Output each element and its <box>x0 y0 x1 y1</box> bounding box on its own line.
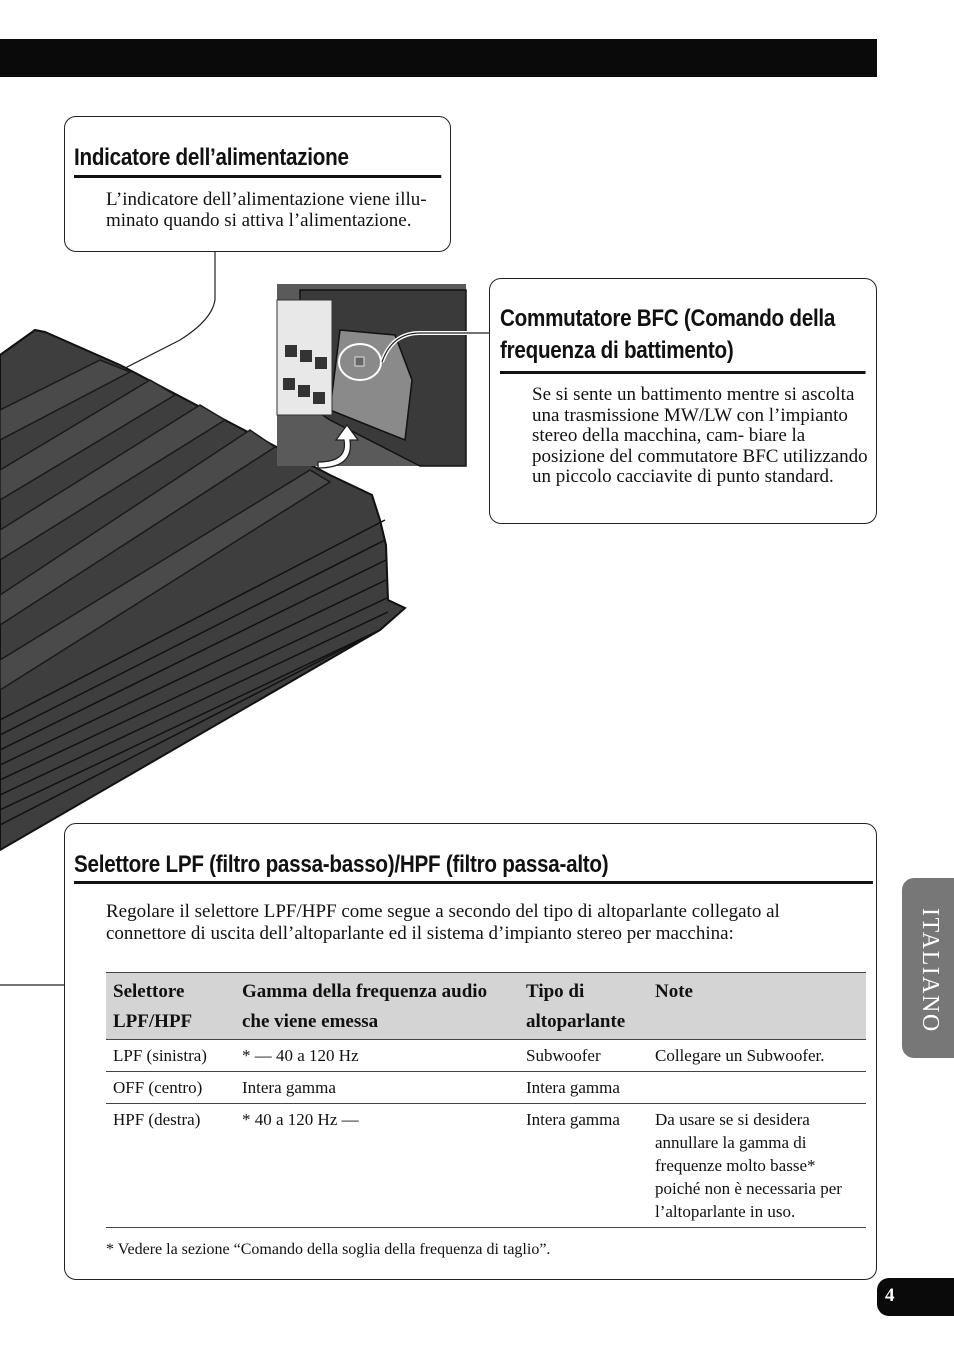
table-header: Tipo di altoparlante <box>519 973 648 1040</box>
table-cell: LPF (sinistra) <box>106 1040 235 1072</box>
table-cell: * — 40 a 120 Hz <box>235 1040 519 1072</box>
bfc-switch-title: Commutatore BFC (Comando della frequenza di battimento) <box>500 303 866 374</box>
frequency-table <box>106 972 866 1228</box>
table-cell: Da usare se si desidera annullare la gamma di frequenze molto basse* poiché non è necessaria per l’altoparlante in uso. <box>648 1104 866 1228</box>
bfc-switch-body: Se si sente un battimento mentre si ascolta una trasmissione MW/LW con l’impianto stereo della macchina, cam- biare la posizione del commutatore BFC utilizzando un piccolo cacciavite di punto standard. <box>532 384 868 487</box>
table-cell: HPF (destra) <box>106 1104 235 1228</box>
table-cell: Subwoofer <box>519 1040 648 1072</box>
table-row <box>106 1072 866 1104</box>
bfc-switch-callout <box>489 278 877 524</box>
lpf-hpf-title: Selettore LPF (filtro passa-basso)/HPF (filtro passa-alto) <box>74 849 873 884</box>
table-header: Note <box>648 973 866 1040</box>
lpf-hpf-section <box>64 823 877 1280</box>
page-number-tab <box>877 1278 954 1316</box>
power-indicator-title: Indicatore dell’alimentazione <box>74 143 441 178</box>
table-header-row <box>106 973 866 1040</box>
table-cell <box>648 1072 866 1104</box>
power-indicator-body: L’indicatore dell’alimentazione viene illu- minato quando si attiva l’alimentazione. <box>106 189 427 231</box>
table-cell: Intera gamma <box>519 1104 648 1228</box>
lpf-hpf-intro: Regolare il selettore LPF/HPF come segue a secondo del tipo di altoparlante collegato al connettore di uscita dell’altoparlante ed il sistema d’impianto stereo per macchina: <box>106 901 780 944</box>
table-cell: Collegare un Subwoofer. <box>648 1040 866 1072</box>
language-tab-label: ITALIANO <box>917 908 943 1033</box>
table-cell: Intera gamma <box>235 1072 519 1104</box>
language-tab <box>902 878 954 1058</box>
table-cell: * 40 a 120 Hz — <box>235 1104 519 1228</box>
table-cell: Intera gamma <box>519 1072 648 1104</box>
table-row <box>106 1104 866 1228</box>
table-header: Gamma della frequenza audio che viene emessa <box>235 973 519 1040</box>
table-row <box>106 1040 866 1072</box>
footnote: * Vedere la sezione “Comando della soglia della frequenza di taglio”. <box>106 1241 551 1258</box>
table-header: Selettore LPF/HPF <box>106 973 235 1040</box>
page-number: 4 <box>885 1285 895 1306</box>
table-cell: OFF (centro) <box>106 1072 235 1104</box>
power-indicator-callout <box>64 116 451 252</box>
